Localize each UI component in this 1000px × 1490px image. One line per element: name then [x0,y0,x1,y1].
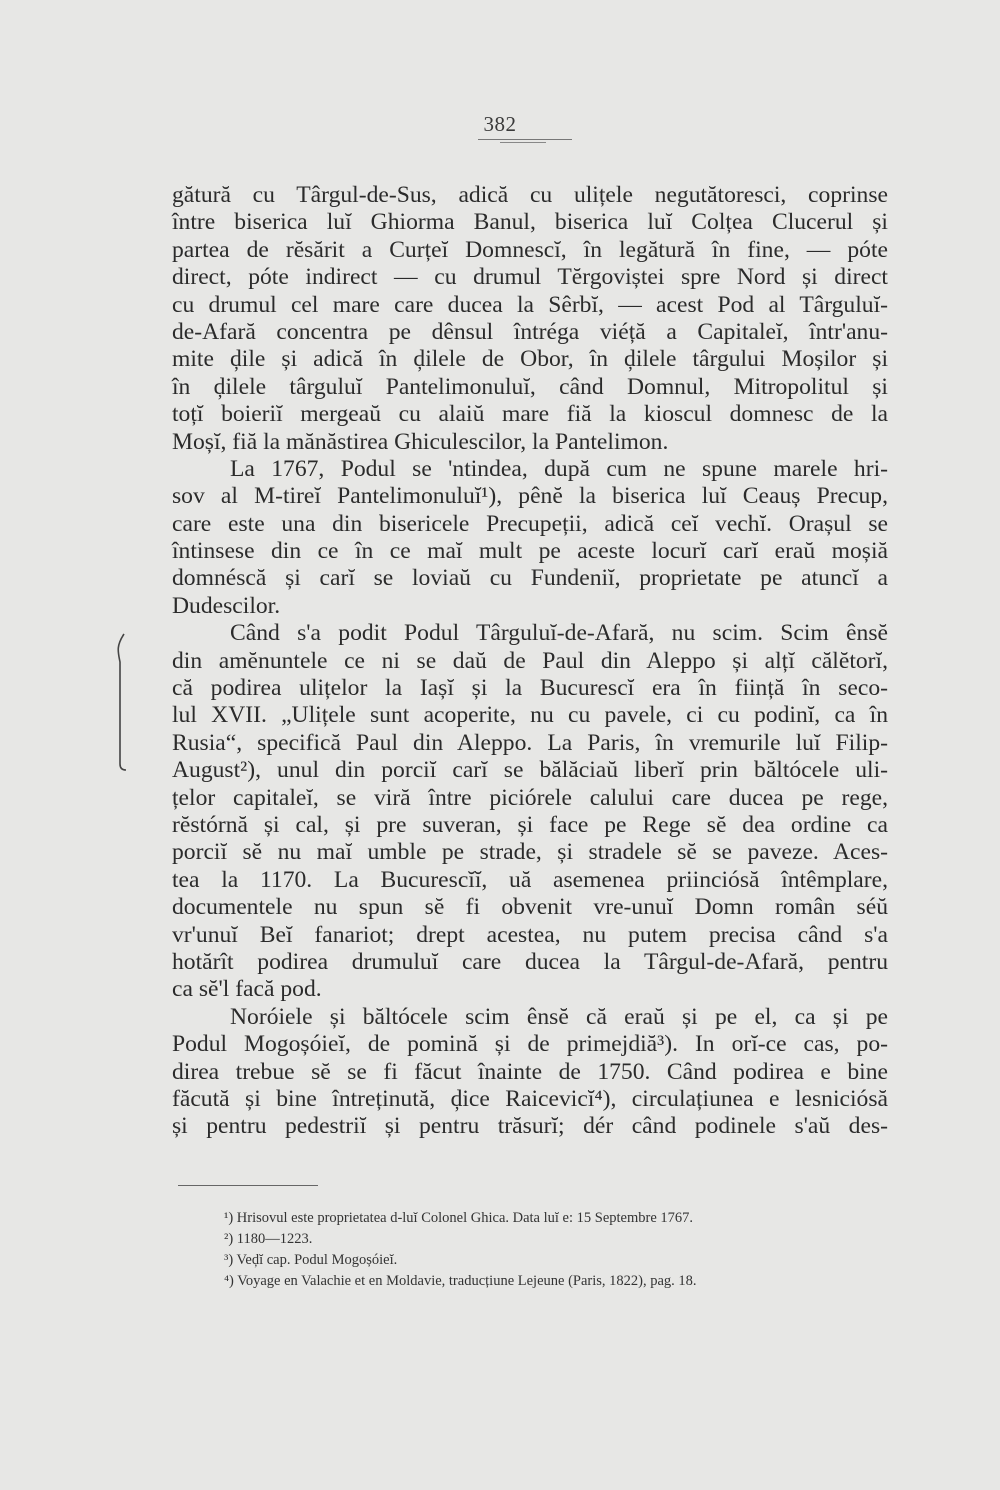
text-line: cu drumul cel mare care ducea la Sêrbĭ, — acest Pod al Târguluĭ- [172,291,888,318]
footnote-rule [178,1185,318,1186]
text-line: făcută și bine întreținută, ḑice Raicevicĭ⁴), circulațiunea e lesniciósă [172,1085,888,1112]
footnote: ³) Veḑĭ cap. Podul Mogoșóieĭ. [224,1252,398,1268]
text-line: întinsese din ce în ce maĭ mult pe aceste locurĭ carĭ eraŭ moșiă [172,538,888,565]
text-line: direa trebue sĕ se fi făcut înainte de 1750. Când podirea e bine [172,1058,888,1085]
body-text [172,182,888,1141]
text-line: rĕstórnă și cal, și pre suveran, și face pe Rege sĕ dea ordine ca [172,811,888,838]
text-line: și pentru pedestriĭ și pentru trăsurĭ; dér când podinele s'aŭ des- [172,1113,888,1140]
text-line: toțĭ boieriĭ mergeaŭ cu alaiŭ mare fiă la kioscul domnesc de la [172,401,888,428]
page-number-rule-short [500,142,546,143]
text-line: Podul Mogoșóieĭ, de pomină și de primejdiă³). In orĭ-ce cas, po- [172,1031,888,1058]
text-line: că podirea ulițelor la Iașĭ și la Bucurescĭ era în ființă în seco- [172,675,888,702]
footnotes [224,1208,864,1292]
text-line: documentele nu spun sĕ fi obvenit vre-unuĭ Domn român séŭ [172,894,888,921]
text-line: porciĭ sĕ nu maĭ umble pe strade, și stradele sĕ se paveze. Aces- [172,839,888,866]
page-number-rule [478,139,572,140]
text-line: Rusia“, specifică Paul din Aleppo. La Paris, în vremurile luĭ Filip- [172,729,888,756]
text-line: din amĕnuntele ce ni se daŭ de Paul din Aleppo și alțĭ călĕtorĭ, [172,647,888,674]
text-line: Moșĭ, fiă la mănăstirea Ghiculescilor, la Pantelimon. [172,428,669,455]
text-line: August²), unul din porciĭ carĭ se bălăciaŭ liberĭ prin băltócele uli- [172,757,888,784]
text-line: ca sĕ'l facă pod. [172,976,322,1003]
text-line: mite ḑile și adică în ḑilele de Obor, în ḑilele târgului Moșilor și [172,346,888,373]
text-line: direct, póte indirect — cu drumul Tĕrgoviștei spre Nord și direct [172,264,888,291]
text-line: țelor capitaleĭ, se viră între piciórele calului care ducea pe rege, [172,784,888,811]
text-line: vr'unuĭ Beĭ fanariot; drept acestea, nu putem precisa când s'a [172,921,888,948]
text-line: lul XVII. „Ulițele sunt acoperite, nu cu pavele, ci cu podinĭ, ca în [172,702,888,729]
footnote: ¹) Hrisovul este proprietatea d-luĭ Colonel Ghica. Data luĭ e: 15 Septembre 1767. [224,1210,694,1226]
text-line: La 1767, Podul se 'ntindea, după cum ne spune marele hri- [230,455,888,482]
text-line: gătură cu Târgul-de-Sus, adică cu ulițele negutătoresci, coprinse [172,182,888,208]
page-number: 382 [483,112,517,136]
text-line: Când s'a podit Podul Târguluĭ-de-Afară, nu scim. Scim ênsĕ [230,620,888,647]
text-line: tea la 1170. La Bucurescĭĭ, uă asemenea priinciósă întêmplare, [172,866,888,893]
text-line: Dudescilor. [172,592,281,619]
text-line: domnéscă și carĭ se loviaŭ cu Fundeniĭ, proprietate pe atuncĭ a [172,565,888,592]
text-line: hotărît podirea drumuluĭ care ducea la Târgul-de-Afară, pentru [172,948,888,975]
footnote: ²) 1180—1223. [224,1231,313,1247]
text-line: în ḑilele târguluĭ Pantelimonuluĭ, când Domnul, Mitropolitul și [172,373,888,400]
text-line: care este una din bisericele Precupeții, adică ceĭ vechĭ. Orașul se [172,510,888,537]
text-line: Noróiele și băltócele scim ênsĕ că eraŭ și pe el, ca și pe [230,1003,888,1030]
text-line: sov al M-tireĭ Pantelimonuluĭ¹), pênĕ la biserica luĭ Ceauș Precup, [172,483,888,510]
margin-bracket-mark [110,632,130,772]
text-line: de-Afară concentra pe dênsul întréga viéță a Capitaleĭ, într'anu- [172,318,888,345]
footnote: ⁴) Voyage en Valachie et en Moldavie, traducțiune Lejeune (Paris, 1822), pag. 18. [224,1273,697,1289]
text-line: între biserica luĭ Ghiorma Banul, biserica luĭ Colțea Clucerul și [172,209,888,236]
text-line: partea de rĕsărit a Curțeĭ Domnescĭ, în legătură în fine, — póte [172,236,888,263]
